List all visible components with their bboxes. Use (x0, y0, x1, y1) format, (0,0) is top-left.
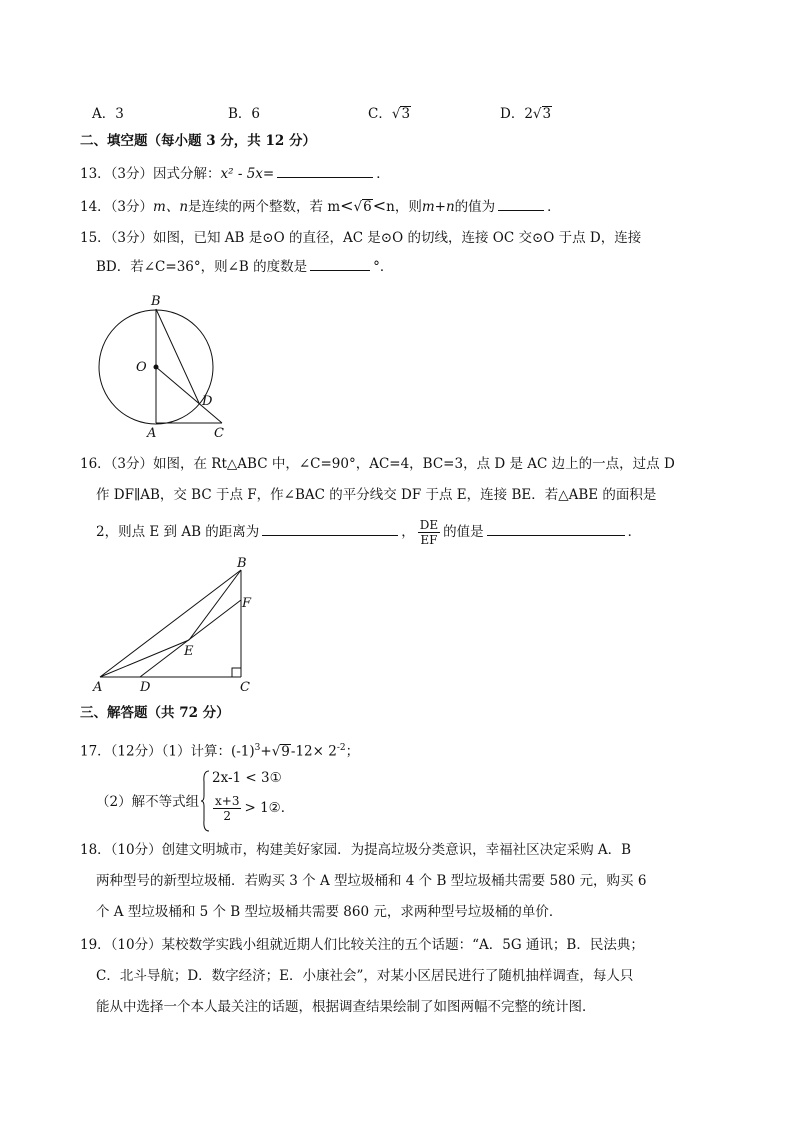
q16-fraction (418, 518, 440, 547)
option-c-prefix: C． (368, 106, 392, 122)
q16-frac-den: EF (420, 533, 438, 547)
q17-ineq2-frac (213, 794, 241, 823)
q14-lt2: < (372, 196, 387, 215)
label-b: B (151, 294, 161, 309)
label-b: B (237, 556, 247, 571)
q16-distance-blank[interactable] (262, 521, 398, 536)
q15-line2-a: BD．若∠C=36°，则∠B 的度数是 (96, 259, 308, 275)
question-17-line2-prefix: （2）解不等式组 (96, 794, 200, 810)
question-18-line3: 个 A 型垃圾桶和 5 个 B 型垃圾桶共需要 860 元，求两种型号垃圾桶的单价． (96, 904, 563, 920)
q14-lt1: < (340, 196, 354, 215)
question-15-line2 (96, 256, 393, 277)
question-17-line1 (80, 738, 359, 762)
q17-ineq1: 2x-1 < 3① (212, 770, 282, 786)
option-c (368, 102, 411, 122)
option-b: B．6 (228, 106, 261, 122)
q16-line3-b: 的值是 (443, 524, 484, 540)
question-18-line1: 18．（10分）创建文明城市，构建美好家园．为提高垃圾分类意识，幸福社区决定采购 A．B (80, 842, 632, 858)
label-a: A (147, 426, 157, 440)
q17-expr-b: + (260, 743, 272, 760)
q15-circle-figure (90, 285, 240, 440)
label-e: E (184, 644, 194, 659)
q17-expr-a: (-1) (230, 743, 255, 760)
q14-suffix: ． (547, 199, 561, 215)
q17-ineq2-rhs: > 1② (244, 800, 281, 816)
question-18-line2: 两种型号的新型垃圾桶．若购买 3 个 A 型垃圾桶和 4 个 B 型垃圾桶共需要 580 元，购买 6 (96, 873, 647, 889)
q17-radicand: 9 (281, 743, 290, 760)
q14-tail: 的值为 (454, 199, 496, 215)
option-d-radicand: 3 (542, 106, 552, 122)
q17-line2-suffix: ． (280, 800, 295, 816)
section-title-solutions: 三、解答题（共 72 分） (80, 705, 230, 721)
q14-answer-blank[interactable] (498, 196, 544, 211)
q17-ineq2-num: x+3 (215, 794, 240, 808)
radical-sign: √ (271, 743, 281, 760)
q14-sum: m+n (421, 199, 455, 215)
question-19-line3: 能从中选择一个本人最关注的话题，根据调查结果绘制了如图两幅不完整的统计图． (96, 999, 596, 1015)
segment-be (189, 570, 241, 640)
question-16-line2: 作 DF∥AB，交 BC 于点 F，作∠BAC 的平分线交 DF 于点 E，连接 BE．若△ABE 的面积是 (96, 487, 657, 503)
q13-prefix: 13．（3分）因式分解： (80, 166, 221, 182)
q16-line3-c: ． (627, 524, 642, 540)
label-c: C (240, 680, 250, 695)
option-c-radicand: 3 (401, 106, 411, 122)
q17-expr-c: -12× 2 (290, 743, 337, 760)
radical-sign: √ (532, 106, 542, 122)
right-angle-mark (232, 668, 241, 677)
question-15-line1: 15．（3分）如图，已知 AB 是⊙O 的直径，AC 是⊙O 的切线，连接 OC 交⊙O 于点 D，连接 (80, 230, 642, 246)
q16-ratio-blank[interactable] (487, 521, 625, 536)
option-d (500, 102, 552, 122)
q14-prefix: 14．（3分） (80, 199, 154, 215)
q17-expr-d: ； (345, 743, 360, 760)
question-14 (80, 196, 561, 217)
radical-sign: √ (391, 106, 401, 122)
q15-line2-b: °． (373, 259, 394, 275)
q17-ineq2-den: 2 (223, 809, 232, 823)
center-point (154, 365, 159, 370)
segment-ab (100, 570, 241, 677)
question-16-line1: 16．（3分）如图，在 Rt△ABC 中，∠C=90°，AC=4，BC=3，点 D 是 AC 边上的一点，过点 D (80, 456, 675, 472)
bisector-ae (100, 640, 189, 677)
question-19-line1: 19．（10分）某校数学实践小组就近期人们比较关注的五个话题：“A．5G 通讯；B．民法典； (80, 937, 644, 953)
question-19-line2: C．北斗导航；D．数字经济；E．小康社会”，对某小区居民进行了随机抽样调查，每人只 (96, 968, 634, 984)
q16-line3-a: 2，则点 E 到 AB 的距离为 (96, 524, 260, 540)
label-a: A (93, 680, 103, 695)
option-d-prefix: D．2 (500, 106, 533, 122)
q16-triangle-figure (85, 555, 260, 700)
q16-frac-num: DE (419, 518, 439, 532)
label-d: D (202, 394, 213, 409)
q17-exp2: -2 (336, 743, 346, 753)
q14-mid: 是连续的两个整数，若 m (188, 199, 341, 215)
q14-vars: m、n (153, 199, 189, 215)
label-d: D (140, 680, 151, 695)
question-16-line3: 2，则点 E 到 AB 的距离为 ， $\frac{DE}{EF}$ 的值是 ． (96, 518, 642, 547)
q14-radicand: 6 (363, 199, 372, 215)
label-o: O (136, 360, 147, 375)
q14-n: n，则 (386, 199, 422, 215)
q17-prefix: 17．（12分）（1）计算： (80, 743, 231, 760)
question-13 (80, 163, 390, 184)
q17-exp1: 3 (254, 743, 261, 753)
label-f: F (242, 596, 252, 611)
q17-ineq2 (210, 794, 294, 823)
q13-suffix: ． (376, 166, 390, 182)
option-a: A．3 (92, 106, 124, 122)
radical-sign: √ (353, 199, 363, 215)
q13-answer-blank[interactable] (277, 163, 373, 178)
q15-answer-blank[interactable] (310, 256, 370, 271)
system-brace (200, 770, 210, 832)
label-c: C (214, 426, 224, 440)
q13-expr: x² - 5x= (220, 166, 275, 182)
section-title-fill-blank: 二、填空题（每小题 3 分，共 12 分） (80, 133, 316, 149)
